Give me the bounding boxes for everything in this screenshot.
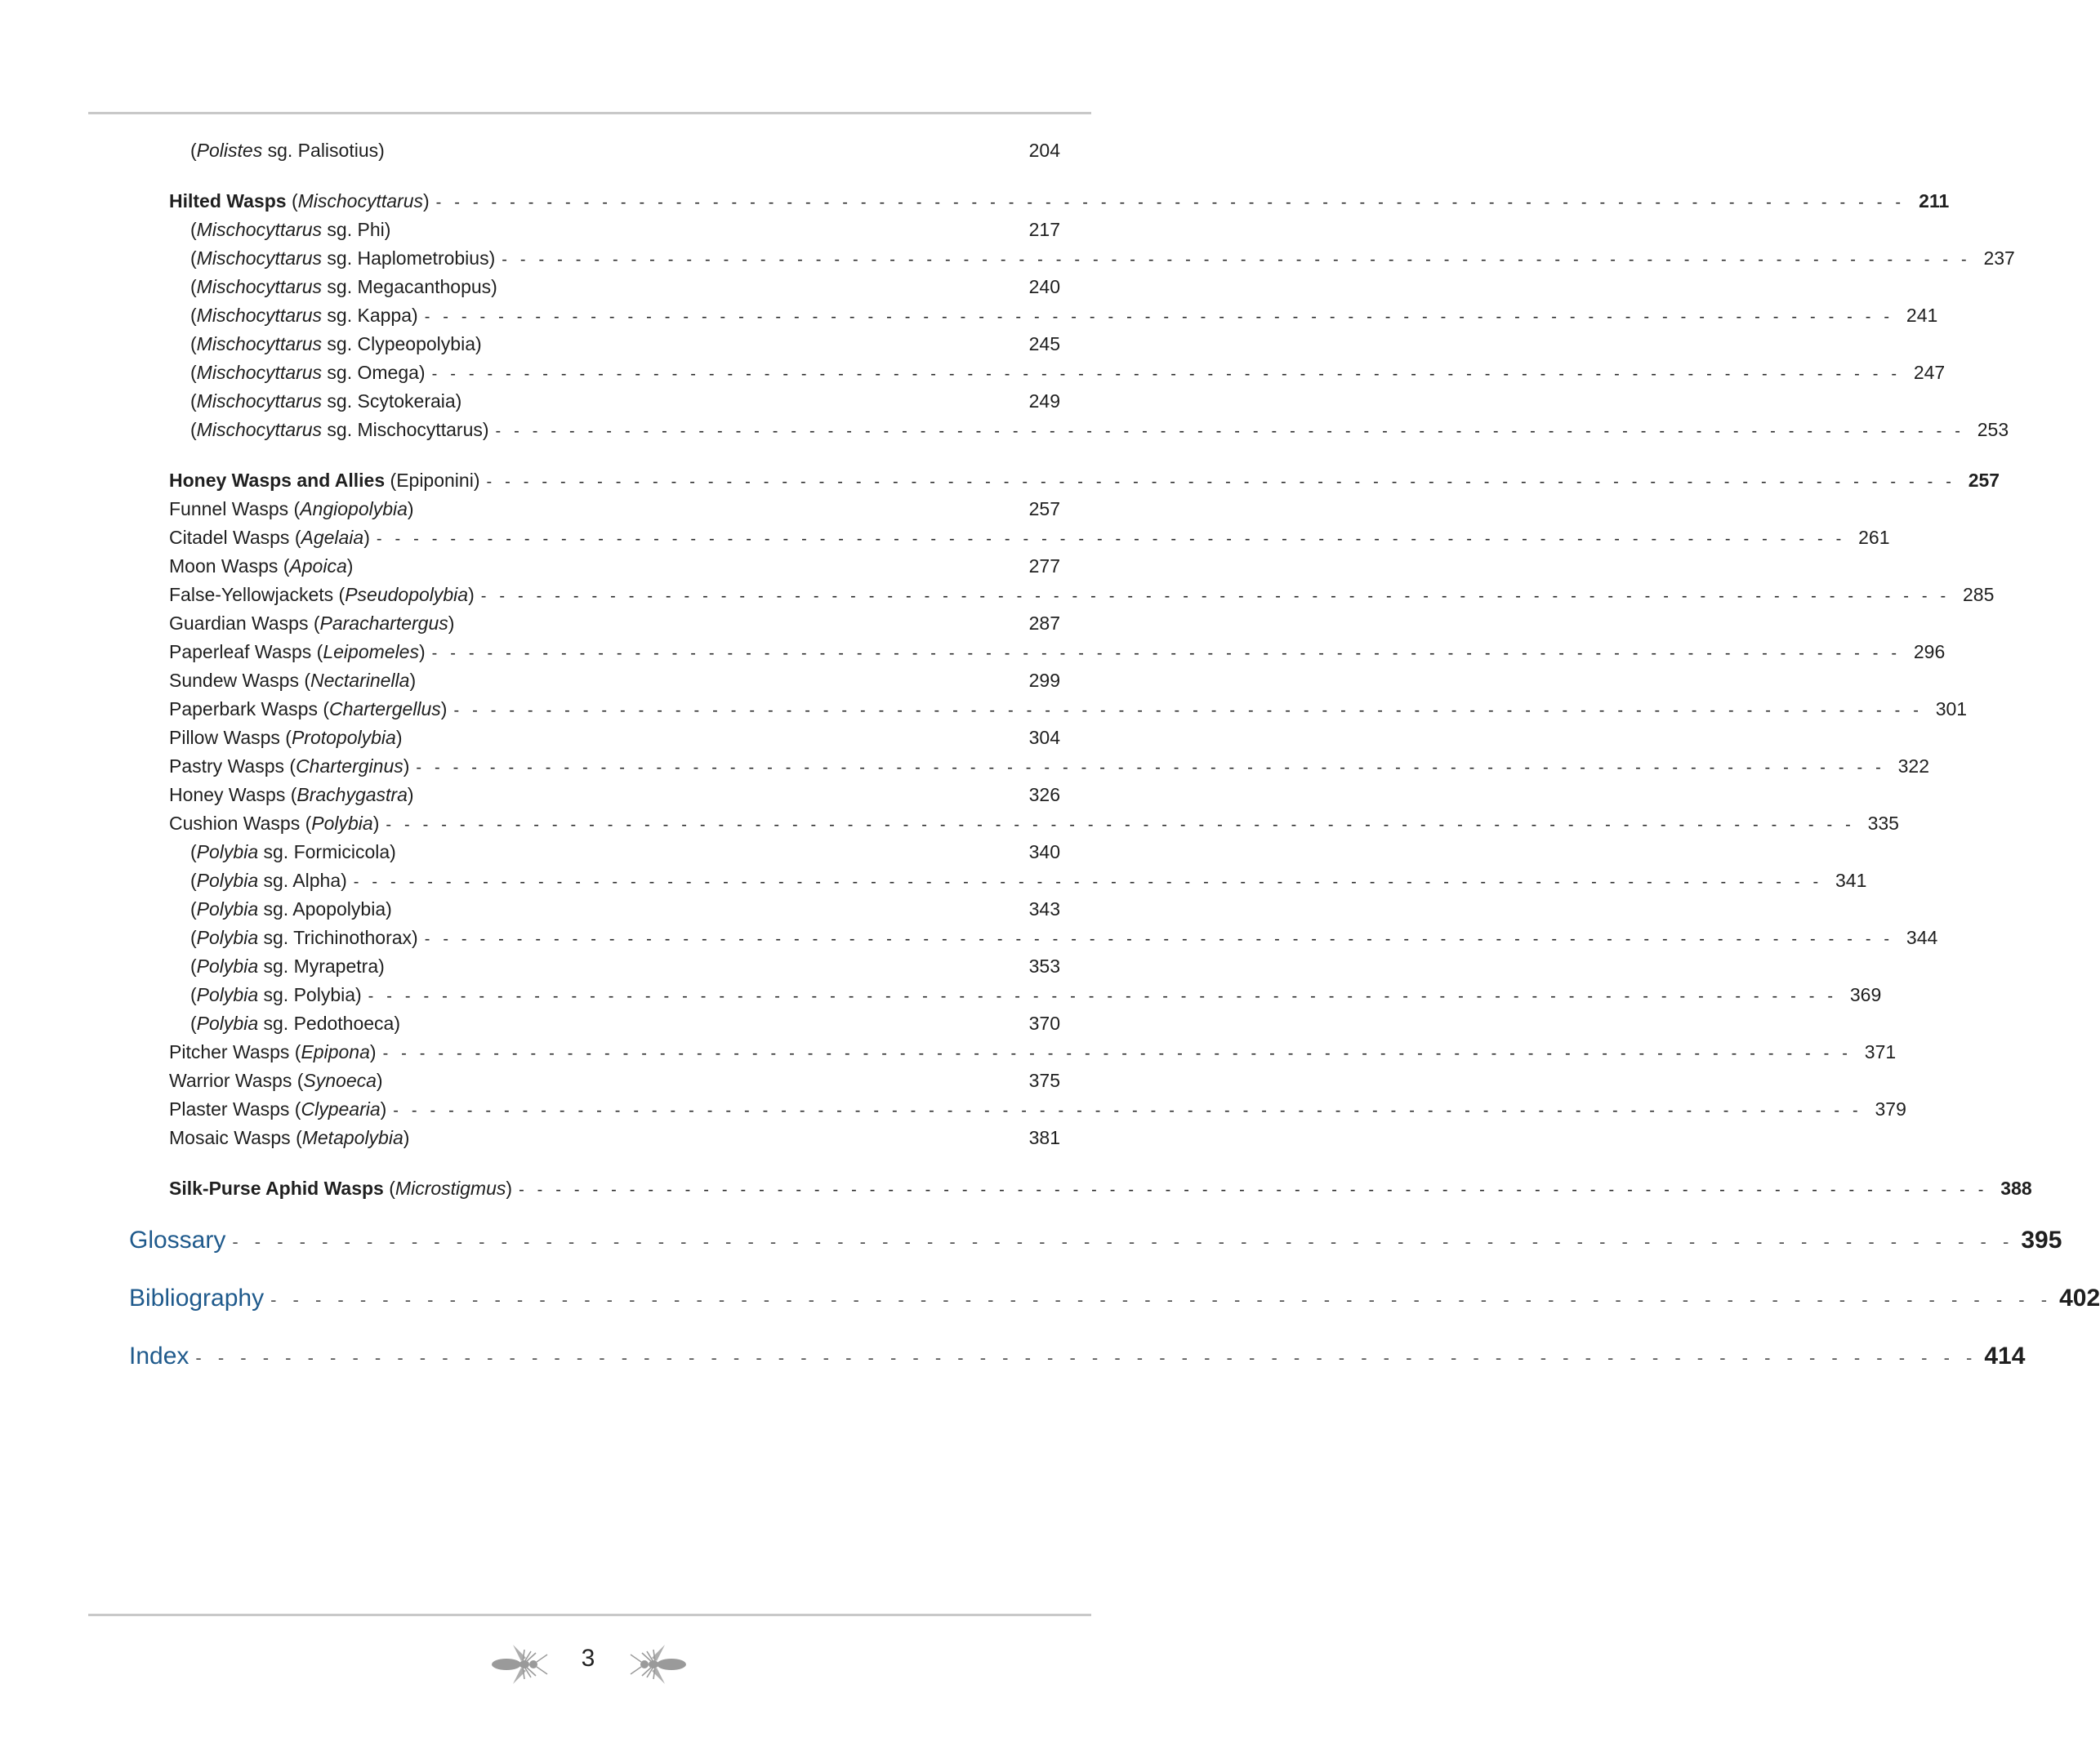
- toc-entry-text: (: [190, 870, 197, 891]
- page-number: 3: [581, 1645, 595, 1672]
- toc-entry-text: (: [190, 984, 197, 1005]
- toc-entry-text: sg. Phi): [322, 219, 391, 240]
- toc-entry-text: ): [376, 1070, 383, 1091]
- toc-entry-text: (: [190, 390, 197, 412]
- dot-leader: - - - - - - - - - - - - - - - - - - - - - - - - - - - - - - - - - - - - - - - - - - - - - - - - - - - - - - - - - - - - - - - - - - - - - - - - - - - - - - - -: [424, 308, 1894, 326]
- toc-subgenus-entry[interactable]: [190, 1010, 1060, 1036]
- toc-entry-text: ): [363, 527, 370, 548]
- toc-entry[interactable]: [169, 782, 1060, 808]
- toc-entry-text: ): [409, 670, 417, 691]
- toc-entry-label: [190, 953, 385, 979]
- toc-page-number: 241: [1906, 305, 1938, 326]
- toc-subgenus-entry[interactable]: [190, 416, 2009, 444]
- toc-genus-name: Brachygastra: [296, 784, 408, 805]
- dot-leader: - - - - - - - - - - - - - - - - - - - - - - - - - - - - - - - - - - - - - - - - - - - - - - - - - - - - - - - - - - - - - - - - - - - - - - - - - - - - - - - -: [353, 873, 1823, 891]
- toc-entry[interactable]: [169, 753, 1930, 781]
- toc-section-entry[interactable]: [129, 1224, 2062, 1258]
- toc-page-number: 379: [1875, 1098, 1906, 1120]
- toc-genus-name: Polybia: [196, 984, 259, 1005]
- toc-subgenus-entry[interactable]: [190, 388, 1060, 414]
- toc-genus-name: Mischocyttarus: [196, 276, 323, 297]
- toc-section-entry[interactable]: [129, 1282, 2100, 1316]
- toc-entry-label: [190, 982, 362, 1008]
- toc-genus-name: Charterginus: [296, 755, 404, 777]
- toc-page-number: 240: [1028, 276, 1060, 297]
- toc-entry-text: (: [190, 362, 197, 383]
- toc-entry-text: Paperleaf Wasps (: [169, 641, 323, 662]
- dot-leader: - - - - - - - - - - - - - - - - - - - - - - - - - - - - - - - - - - - - - - - - - - - - - - - - - - - - - - - - - - - - - - - - - - - - - - - - - - - - - - - -: [502, 251, 1971, 269]
- toc-entry-text: Plaster Wasps (: [169, 1098, 301, 1120]
- toc-genus-name: Mischocyttarus: [196, 247, 323, 269]
- toc-genus-name: Protopolybia: [291, 727, 396, 748]
- toc-entry-label: [190, 839, 396, 865]
- toc-entry-text: (: [190, 219, 197, 240]
- toc-entry-text: sg. Palisotius): [262, 140, 385, 161]
- toc-entry-label: [169, 467, 479, 493]
- toc-genus-name: Polybia: [196, 927, 259, 948]
- toc-entry[interactable]: [169, 188, 1950, 216]
- dot-leader: - - - - - - - - - - - - - - - - - - - - - - - - - - - - - - - - - - - - - - - - - - - - - - - - - - - - - - - - - - - - - - - - - - - - - - - - - - - - - - - -: [393, 1102, 1862, 1120]
- toc-subgenus-entry[interactable]: [190, 245, 2015, 273]
- toc-entry-text: (: [190, 305, 197, 326]
- toc-entry[interactable]: [169, 524, 1890, 552]
- toc-page-number: 301: [1935, 698, 1968, 719]
- toc-genus-name: Mischocyttarus: [196, 305, 323, 326]
- toc-entry-text: Mosaic Wasps (: [169, 1127, 302, 1148]
- toc-genus-name: Angiopolybia: [300, 498, 408, 519]
- toc-genus-name: Polybia: [311, 813, 373, 834]
- toc-page-number: 381: [1028, 1127, 1060, 1148]
- toc-entry-text: sg. Omega): [322, 362, 426, 383]
- toc-entry-text: Funnel Wasps (: [169, 498, 301, 519]
- toc-page-number: 277: [1028, 555, 1060, 577]
- toc-page-number: 211: [1919, 190, 1950, 212]
- toc-entry-text: Pitcher Wasps (: [169, 1041, 301, 1062]
- toc-entry-label: [129, 1340, 189, 1373]
- wasp-icon: [488, 1640, 554, 1689]
- toc-entry-text: sg. Kappa): [322, 305, 418, 326]
- toc-entry-text: sg. Pedothoeca): [258, 1013, 401, 1034]
- toc-entry-text: False-Yellowjackets (: [169, 584, 346, 605]
- toc-page-number: 285: [1962, 584, 1995, 605]
- toc-entry-text: (: [190, 276, 197, 297]
- toc-entry-text: sg. Haplometrobius): [322, 247, 496, 269]
- toc-entry-label: [190, 416, 489, 443]
- toc-genus-name: Microstigmus: [395, 1178, 506, 1199]
- toc-entry-text: sg. Polybia): [258, 984, 362, 1005]
- toc-page-number: 237: [1983, 247, 2015, 269]
- toc-entry-text: Warrior Wasps (: [169, 1070, 304, 1091]
- toc-entry-text: ): [506, 1178, 513, 1199]
- toc-subgenus-entry[interactable]: [190, 302, 1938, 330]
- toc-page-number: 340: [1028, 841, 1060, 862]
- toc-group-name: Hilted Wasps: [169, 190, 287, 212]
- toc-entry-text: sg. Trichinothorax): [258, 927, 418, 948]
- toc-genus-name: Polybia: [196, 956, 259, 977]
- toc-entry-text: ): [423, 190, 430, 212]
- toc-genus-name: Polybia: [196, 870, 259, 891]
- dot-leader: - - - - - - - - - - - - - - - - - - - - - - - - - - - - - - - - - - - - - - - - - - - - - - - - - - - - - - - - - - - - - - - - - - - - - - - - - - - - - - - -: [368, 987, 1838, 1005]
- toc-page-number: 204: [1028, 140, 1060, 161]
- dot-leader: - - - - - - - - - - - - - - - - - - - - - - - - - - - - - - - - - - - - - - - - - - - - - - - - - - - - - - - - - - - - - - - - - - - - - - - - - - - - - - - -: [270, 1290, 2053, 1310]
- toc-entry-label: [169, 753, 409, 779]
- toc-genus-name: Synoeca: [303, 1070, 377, 1091]
- toc-subgenus-entry[interactable]: [190, 331, 1060, 357]
- dot-leader: - - - - - - - - - - - - - - - - - - - - - - - - - - - - - - - - - - - - - - - - - - - - - - - - - - - - - - - - - - - - - - - - - - - - - - - - - - - - - - - -: [424, 930, 1894, 948]
- toc-genus-name: Nectarinella: [310, 670, 410, 691]
- toc-page-number: 247: [1913, 362, 1946, 383]
- toc-entry[interactable]: [169, 1039, 1897, 1067]
- toc-entry-text: ): [395, 727, 403, 748]
- toc-entry-text: Moon Wasps (: [169, 555, 290, 577]
- toc-entry-label: [190, 1010, 400, 1036]
- toc-entry-text: sg. Formicicola): [258, 841, 396, 862]
- toc-entry-label: [169, 1175, 512, 1201]
- toc-entry-label: [190, 216, 390, 243]
- toc-entry[interactable]: [169, 1096, 1906, 1124]
- toc-page-number: 296: [1913, 641, 1946, 662]
- toc-entry-label: [169, 1067, 383, 1094]
- toc-genus-name: Agelaia: [301, 527, 364, 548]
- toc-entry-text: sg. Megacanthopus): [322, 276, 497, 297]
- toc-entry-text: ): [403, 1127, 410, 1148]
- toc-page-number: 388: [2000, 1178, 2032, 1199]
- toc-subgenus-entry[interactable]: [190, 924, 1938, 952]
- toc-subgenus-entry[interactable]: [190, 867, 1867, 895]
- toc-entry-text: sg. Apopolybia): [258, 898, 392, 920]
- toc-entry-text: (: [190, 1013, 197, 1034]
- toc-genus-name: Chartergellus: [329, 698, 441, 719]
- toc-page-number: 287: [1028, 612, 1060, 634]
- dot-leader: - - - - - - - - - - - - - - - - - - - - - - - - - - - - - - - - - - - - - - - - - - - - - - - - - - - - - - - - - - - - - - - - - - - - - - - - - - - - - - - -: [376, 530, 1846, 548]
- toc-page-number: 353: [1028, 956, 1060, 977]
- toc-entry[interactable]: [169, 581, 1995, 609]
- toc-entry[interactable]: [169, 667, 1060, 693]
- toc-page-number: 370: [1028, 1013, 1060, 1034]
- toc-genus-name: Polybia: [196, 898, 259, 920]
- toc-entry[interactable]: [169, 639, 1946, 666]
- toc-entry-text: sg. Mischocyttarus): [322, 419, 489, 440]
- toc-page-number: 402: [2059, 1285, 2100, 1312]
- toc-entry-text: sg. Myrapetra): [258, 956, 385, 977]
- toc-entry-text: ): [418, 641, 426, 662]
- toc-section-entry[interactable]: [129, 1340, 2026, 1374]
- toc-entry-label: [169, 1125, 409, 1151]
- toc-genus-name: Leipomeles: [323, 641, 419, 662]
- toc-page-number: 344: [1906, 927, 1938, 948]
- toc-entry-label: [169, 188, 430, 214]
- toc-page-number: 253: [1977, 419, 2009, 440]
- toc-subgenus-entry[interactable]: [190, 982, 1882, 1009]
- toc-entry-label: [169, 696, 447, 722]
- toc-entry-label: [169, 610, 454, 636]
- toc-entry-label: [190, 359, 426, 385]
- toc-entry-text: Paperbark Wasps (: [169, 698, 329, 719]
- toc-entry-text: ): [448, 612, 455, 634]
- toc-subgenus-entry[interactable]: [190, 896, 1060, 922]
- toc-entry-text: (: [190, 140, 197, 161]
- toc-entry-label: [169, 724, 402, 751]
- toc-entry-label: [190, 867, 347, 893]
- wasp-icon: [624, 1640, 689, 1689]
- toc-entry-label: [169, 1096, 386, 1122]
- toc-entry[interactable]: [169, 553, 1060, 579]
- toc-entry-label: [169, 782, 414, 808]
- dot-leader: - - - - - - - - - - - - - - - - - - - - - - - - - - - - - - - - - - - - - - - - - - - - - - - - - - - - - - - - - - - - - - - - - - - - - - - - - - - - - - - -: [416, 759, 1886, 777]
- toc-entry-text: ): [468, 584, 475, 605]
- dot-leader: - - - - - - - - - - - - - - - - - - - - - - - - - - - - - - - - - - - - - - - - - - - - - - - - - - - - - - - - - - - - - - - - - - - - - - - - - - - - - - - -: [382, 1045, 1853, 1062]
- toc-entry-text: Pillow Wasps (: [169, 727, 292, 748]
- toc-page-number: 326: [1028, 784, 1060, 805]
- toc-genus-name: Epipona: [301, 1041, 370, 1062]
- toc-group-name: Honey Wasps and Allies: [169, 470, 386, 491]
- toc-entry-label: [190, 924, 418, 951]
- toc-entry-text: Citadel Wasps (: [169, 527, 301, 548]
- toc-page-number: 304: [1028, 727, 1060, 748]
- toc-entry-label: [169, 1039, 377, 1065]
- page-footer: [0, 1633, 1176, 1699]
- toc-entry-label: [129, 1282, 264, 1315]
- toc-page-number: 335: [1867, 813, 1899, 834]
- toc-entry[interactable]: [169, 724, 1060, 751]
- toc-entry-text: ): [440, 698, 448, 719]
- toc-page-number: 375: [1028, 1070, 1060, 1091]
- toc-entry-text: ): [369, 1041, 377, 1062]
- dot-leader: - - - - - - - - - - - - - - - - - - - - - - - - - - - - - - - - - - - - - - - - - - - - - - - - - - - - - - - - - - - - - - - - - - - - - - - - - - - - - - - -: [232, 1232, 2015, 1252]
- dot-leader: - - - - - - - - - - - - - - - - - - - - - - - - - - - - - - - - - - - - - - - - - - - - - - - - - - - - - - - - - - - - - - - - - - - - - - - - - - - - - - - -: [495, 422, 1965, 440]
- toc-genus-name: Polybia: [196, 841, 259, 862]
- toc-entry-label: [190, 274, 497, 300]
- toc-entry-label: [190, 137, 385, 163]
- toc-group-name: Silk-Purse Aphid Wasps: [169, 1178, 384, 1199]
- toc-entry-text: ): [407, 498, 414, 519]
- toc-genus-name: Pseudopolybia: [345, 584, 469, 605]
- toc-entry-text: (Epiponini): [385, 470, 480, 491]
- toc-entry-text: Pastry Wasps (: [169, 755, 296, 777]
- toc-page-number: 261: [1858, 527, 1890, 548]
- toc-entry-label: [129, 1224, 225, 1257]
- toc-entry[interactable]: [169, 467, 2000, 495]
- toc-entry-label: [169, 810, 379, 836]
- toc-genus-name: Mischocyttarus: [196, 333, 323, 354]
- dot-leader: - - - - - - - - - - - - - - - - - - - - - - - - - - - - - - - - - - - - - - - - - - - - - - - - - - - - - - - - - - - - - - - - - - - - - - - - - - - - - - - -: [431, 644, 1902, 662]
- toc-entry-text: (: [286, 190, 298, 212]
- toc-entry-text: ): [380, 1098, 387, 1120]
- toc-entry-label: [190, 388, 461, 414]
- dot-leader: - - - - - - - - - - - - - - - - - - - - - - - - - - - - - - - - - - - - - - - - - - - - - - - - - - - - - - - - - - - - - - - - - - - - - - - - - - - - - - - -: [431, 365, 1902, 383]
- toc-entry-label: [190, 245, 495, 271]
- toc-entry[interactable]: [169, 810, 1899, 838]
- toc-entry-text: (: [383, 1178, 395, 1199]
- toc-entry-text: sg. Scytokeraia): [322, 390, 462, 412]
- toc-subgenus-entry[interactable]: [190, 953, 1060, 979]
- toc-entry-label: [190, 896, 392, 922]
- toc-genus-name: Mischocyttarus: [196, 219, 323, 240]
- toc-page-number: 245: [1028, 333, 1060, 354]
- dot-leader: - - - - - - - - - - - - - - - - - - - - - - - - - - - - - - - - - - - - - - - - - - - - - - - - - - - - - - - - - - - - - - - - - - - - - - - - - - - - - - - -: [435, 194, 1906, 212]
- toc-genus-name: Mischocyttarus: [196, 419, 323, 440]
- toc-page-number: 341: [1835, 870, 1867, 891]
- toc-entry-text: ): [407, 784, 414, 805]
- toc-subgenus-entry[interactable]: [190, 216, 1060, 243]
- dot-leader: - - - - - - - - - - - - - - - - - - - - - - - - - - - - - - - - - - - - - - - - - - - - - - - - - - - - - - - - - - - - - - - - - - - - - - - - - - - - - - - -: [386, 816, 1855, 834]
- toc-genus-name: Clypearia: [301, 1098, 381, 1120]
- toc-entry-text: Honey Wasps (: [169, 784, 297, 805]
- toc-entry-text: sg. Alpha): [258, 870, 347, 891]
- toc-entry-text: Sundew Wasps (: [169, 670, 310, 691]
- toc-subgenus-entry[interactable]: [190, 274, 1060, 300]
- toc-entry-label: [169, 496, 414, 522]
- toc-entry-label: [190, 302, 418, 328]
- toc-entry-label: [190, 331, 482, 357]
- toc-entry-text: Cushion Wasps (: [169, 813, 312, 834]
- toc-entry-text: (: [190, 898, 197, 920]
- toc-page-number: 369: [1849, 984, 1882, 1005]
- bottom-rule: [88, 1614, 1091, 1616]
- toc-page-number: 343: [1028, 898, 1060, 920]
- toc-entry-text: (: [190, 956, 197, 977]
- toc-genus-name: Mischocyttarus: [297, 190, 423, 212]
- dot-leader: - - - - - - - - - - - - - - - - - - - - - - - - - - - - - - - - - - - - - - - - - - - - - - - - - - - - - - - - - - - - - - - - - - - - - - - - - - - - - - - -: [480, 587, 1951, 605]
- toc-entry-text: (: [190, 247, 197, 269]
- toc-genus-name: Mischocyttarus: [196, 362, 323, 383]
- toc-subgenus-entry[interactable]: [190, 839, 1060, 865]
- toc-page-number: 257: [1028, 498, 1060, 519]
- toc-entry[interactable]: [169, 1125, 1060, 1151]
- toc-entry-text: (: [190, 927, 197, 948]
- dot-leader: - - - - - - - - - - - - - - - - - - - - - - - - - - - - - - - - - - - - - - - - - - - - - - - - - - - - - - - - - - - - - - - - - - - - - - - - - - - - - - - -: [453, 702, 1924, 719]
- toc-entry[interactable]: [169, 610, 1060, 636]
- toc-entry-text: (: [190, 841, 197, 862]
- toc-genus-name: Apoica: [289, 555, 347, 577]
- toc-entry-text: sg. Clypeopolybia): [322, 333, 482, 354]
- toc-entry[interactable]: [169, 1175, 2032, 1203]
- toc-entry-text: ): [403, 755, 410, 777]
- toc-entry-label: [169, 667, 416, 693]
- toc-page-number: 217: [1028, 219, 1060, 240]
- toc-page-number: 299: [1028, 670, 1060, 691]
- toc-entry[interactable]: [169, 696, 1968, 724]
- toc-page-number: 371: [1864, 1041, 1897, 1062]
- toc-entry[interactable]: [169, 496, 1060, 522]
- dot-leader: - - - - - - - - - - - - - - - - - - - - - - - - - - - - - - - - - - - - - - - - - - - - - - - - - - - - - - - - - - - - - - - - - - - - - - - - - - - - - - - -: [519, 1181, 1988, 1199]
- toc-genus-name: Metapolybia: [301, 1127, 404, 1148]
- toc-entry-text: Glossary: [129, 1227, 226, 1254]
- toc-entry-text: Guardian Wasps (: [169, 612, 320, 634]
- toc-page-number: 257: [1968, 470, 2000, 491]
- toc-entry[interactable]: [169, 1067, 1060, 1094]
- toc-genus-name: Parachartergus: [319, 612, 448, 634]
- dot-leader: - - - - - - - - - - - - - - - - - - - - - - - - - - - - - - - - - - - - - - - - - - - - - - - - - - - - - - - - - - - - - - - - - - - - - - - - - - - - - - - -: [195, 1348, 1978, 1368]
- toc-entry-text: Bibliography: [129, 1285, 265, 1312]
- toc-genus-name: Polistes: [196, 140, 263, 161]
- toc-page-number: 395: [2021, 1227, 2062, 1254]
- toc-entry-text: ): [372, 813, 380, 834]
- toc-entry-label: [169, 639, 426, 665]
- toc-subgenus-entry[interactable]: [190, 137, 1060, 163]
- toc-entry-label: [169, 553, 353, 579]
- toc-entry-text: ): [346, 555, 354, 577]
- toc-entry-label: [169, 581, 475, 608]
- toc-entry-label: [169, 524, 370, 550]
- toc-page-number: 249: [1028, 390, 1060, 412]
- toc-subgenus-entry[interactable]: [190, 359, 1946, 387]
- dot-leader: - - - - - - - - - - - - - - - - - - - - - - - - - - - - - - - - - - - - - - - - - - - - - - - - - - - - - - - - - - - - - - - - - - - - - - - - - - - - - - - -: [486, 473, 1956, 491]
- toc-page-number: 322: [1897, 755, 1930, 777]
- toc-entry-text: (: [190, 333, 197, 354]
- top-rule: [88, 112, 1091, 114]
- toc-entry-text: Index: [129, 1343, 189, 1370]
- toc-entry-text: (: [190, 419, 197, 440]
- toc-genus-name: Mischocyttarus: [196, 390, 323, 412]
- toc-page-number: 414: [1984, 1343, 2026, 1370]
- toc-genus-name: Polybia: [196, 1013, 259, 1034]
